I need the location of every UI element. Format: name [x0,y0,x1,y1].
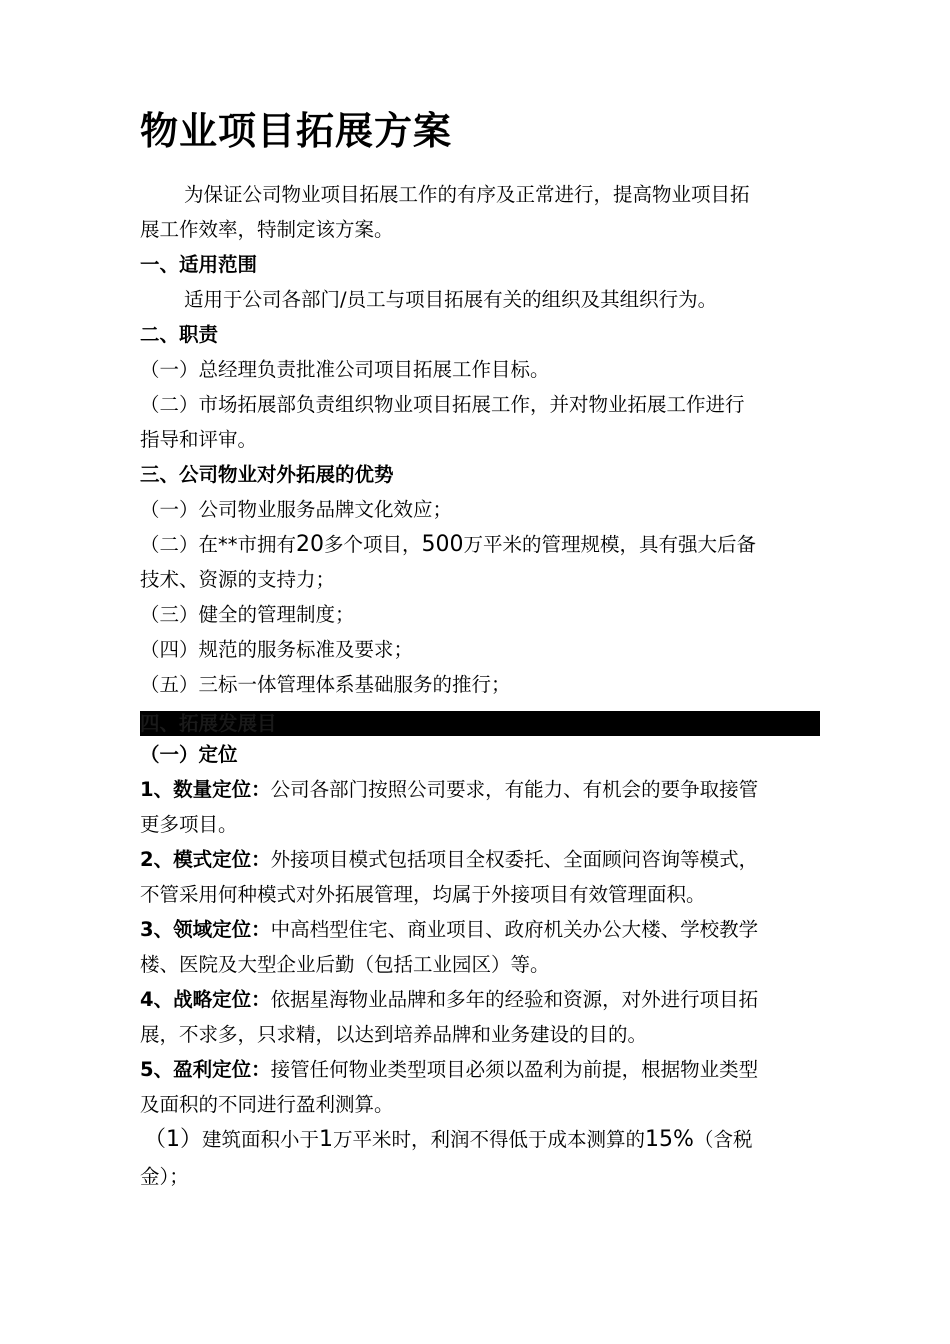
section-4-sub-1: （一）定位 [140,743,238,766]
clause-1-number: （1） [144,1127,202,1152]
page-title: 物业项目拓展方案 [140,109,453,153]
point-2-line-1 [140,845,758,875]
clause-1-part-b: 建筑面积小于 [202,1128,320,1151]
section-3-item-3: （三）健全的管理制度； [140,603,355,626]
point-3-line-1 [140,915,758,945]
section-4-heading: 四、拓展发展目 [140,712,277,735]
section-2-item-1: （一）总经理负责批准公司项目拓展工作目标。 [140,358,550,381]
section-2-item-2-line-1: （二）市场拓展部负责组织物业项目拓展工作，并对物业拓展工作进行 [140,393,745,416]
point-4-line-1 [140,985,758,1015]
point-1-line-2: 更多项目。 [140,813,238,836]
point-2-line-2: 不管采用何种模式对外拓展管理，均属于外接项目有效管理面积。 [140,883,706,906]
point-2-text: 外接项目模式包括项目全权委托、全面顾问咨询等模式， [270,848,759,871]
clause-1-part-c: 万平米时，利润不得低于成本测算的 [333,1128,646,1151]
section-2-heading: 二、职责 [140,323,219,346]
profit-rate: 15% [645,1127,694,1152]
section-3-item-2-part-b: 多个项目， [324,533,422,556]
intro-line-2: 展工作效率，特制定该方案。 [140,218,394,241]
point-4-text: 依据星海物业品牌和多年的经验和资源，对外进行项目拓 [270,988,759,1011]
point-4-line-2: 展，不求多，只求精，以达到培养品牌和业务建设的目的。 [140,1023,648,1046]
project-count: 20 [296,532,325,557]
point-2-label: 2、模式定位： [140,848,271,871]
section-4-heading-redacted [140,711,820,736]
point-5-line-1 [140,1055,758,1085]
section-3-heading: 三、公司物业对外拓展的优势 [140,463,394,486]
section-1-text: 适用于公司各部门/员工与项目拓展有关的组织及其组织行为。 [184,288,718,311]
point-4-label: 4、战略定位： [140,988,271,1011]
point-3-label: 3、领域定位： [140,918,271,941]
area-threshold: 1 [319,1127,334,1152]
section-3-item-2-line-2: 技术、资源的支持力； [140,568,336,591]
managed-area: 500 [421,532,464,557]
section-3-item-2-line-1 [140,530,756,560]
section-3-item-2-part-c: 万平米的管理规模，具有强大后备 [463,533,757,556]
section-2-item-2-line-2: 指导和评审。 [140,428,258,451]
section-1-heading: 一、适用范围 [140,253,258,276]
point-5-label: 5、盈利定位： [140,1058,271,1081]
section-3-item-1: （一）公司物业服务品牌文化效应； [140,498,453,521]
section-3-item-5: （五）三标一体管理体系基础服务的推行； [140,673,511,696]
intro-line-1: 为保证公司物业项目拓展工作的有序及正常进行，提高物业项目拓 [184,183,750,206]
point-1-label: 1、数量定位： [140,778,271,801]
point-5-text: 接管任何物业类型项目必须以盈利为前提，根据物业类型 [270,1058,759,1081]
point-1-text: 公司各部门按照公司要求，有能力、有机会的要争取接管 [270,778,759,801]
point-5-line-2: 及面积的不同进行盈利测算。 [140,1093,394,1116]
point-3-text: 中高档型住宅、商业项目、政府机关办公大楼、学校教学 [270,918,759,941]
point-3-line-2: 楼、医院及大型企业后勤（包括工业园区）等。 [140,953,550,976]
point-1-line-1 [140,775,758,805]
section-3-item-2-part-a: （二）在**市拥有 [140,533,297,556]
clause-1-line-1 [144,1125,752,1155]
section-3-item-4: （四）规范的服务标准及要求； [140,638,414,661]
clause-1-line-2: 金）； [140,1165,189,1188]
clause-1-part-d: （含税 [693,1128,753,1151]
